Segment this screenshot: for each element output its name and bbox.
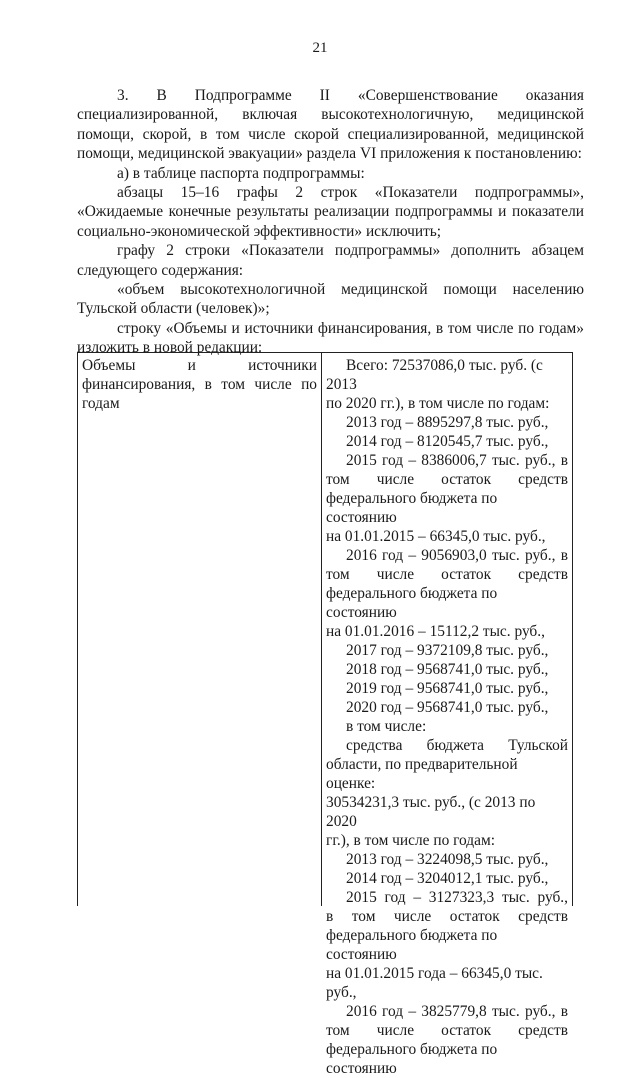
right-cell-line: 2014 год – 3204012,1 тыс. руб., bbox=[346, 870, 549, 887]
right-cell-line: 30534231,3 тыс. руб., (с 2013 по 2020 bbox=[326, 794, 536, 830]
right-cell-line: 2018 год – 9568741,0 тыс. руб., bbox=[346, 661, 549, 678]
right-cell-line: в том числе: bbox=[346, 718, 427, 735]
right-cell-line: 2020 год – 9568741,0 тыс. руб., bbox=[346, 699, 549, 716]
right-cell-line: том числе остаток средств bbox=[326, 1022, 568, 1039]
paragraph-4: графу 2 строки «Показатели подпрограммы» дополнить абзацем следующего содержания: bbox=[77, 242, 584, 279]
right-cell-line: 2013 год – 8895297,8 тыс. руб., bbox=[346, 414, 549, 431]
right-cell-line: федерального бюджета по состоянию bbox=[326, 1041, 498, 1077]
right-cell-line: в том числе остаток средств bbox=[326, 908, 568, 925]
right-cell-line: 2015 год – 3127323,3 тыс. руб., bbox=[346, 889, 568, 906]
paragraph-5: «объем высокотехнологичной медицинской помощи населению Тульской области (человек)»; bbox=[77, 281, 584, 318]
right-cell-line: 2013 год – 3224098,5 тыс. руб., bbox=[346, 851, 549, 868]
paragraph-3-rest: «Ожидаемые конечные результаты реализации подпрограммы и показатели социально-экономической эффективности» исключить; bbox=[77, 203, 584, 240]
right-cell-line: федерального бюджета по состоянию bbox=[326, 490, 498, 526]
right-cell-line: 2019 год – 9568741,0 тыс. руб., bbox=[346, 680, 549, 697]
financing-table bbox=[77, 352, 573, 1077]
right-cell-line: федерального бюджета по состоянию bbox=[326, 585, 498, 621]
page-number: 21 bbox=[312, 40, 328, 56]
table-right-cell bbox=[322, 353, 572, 1077]
right-cell-line: области, по предварительной оценке: bbox=[326, 756, 518, 792]
right-cell-line: 2016 год – 3825779,8 тыс. руб., в bbox=[346, 1003, 568, 1020]
paragraph-1-first-line: 3. В Подпрограмме II «Совершенствование оказания bbox=[117, 87, 584, 104]
table-left-cell bbox=[78, 353, 322, 906]
paragraph-6: строку «Объемы и источники финансирования, в том числе по годам» изложить в новой редакции: bbox=[77, 319, 584, 357]
right-cell-line: 2015 год – 8386006,7 тыс. руб., в bbox=[346, 452, 568, 469]
right-cell-line: на 01.01.2016 – 15112,2 тыс. руб., bbox=[326, 623, 545, 640]
left-cell-line: Объемы и источники bbox=[82, 357, 317, 374]
document-body bbox=[77, 86, 584, 358]
left-cell-line: годам bbox=[82, 395, 120, 412]
right-cell-line: 2014 год – 8120545,7 тыс. руб., bbox=[346, 433, 549, 450]
paragraph-3-first-line: абзацы 15–16 графы 2 строк «Показатели подпрограммы», bbox=[117, 184, 584, 202]
paragraph-2: а) в таблице паспорта подпрограммы: bbox=[117, 164, 365, 182]
right-cell-line: 2016 год – 9056903,0 тыс. руб., в bbox=[346, 547, 568, 564]
right-cell-line: на 01.01.2015 года – 66345,0 тыс. руб., bbox=[326, 965, 543, 1001]
right-cell-line: гг.), в том числе по годам: bbox=[326, 832, 495, 849]
left-cell-line: финансирования, в том числе по bbox=[82, 376, 317, 393]
right-cell-line: том числе остаток средств bbox=[326, 471, 568, 488]
paragraph-1-rest: специализированной, включая высокотехнологичную, медицинской помощи, скорой, в том числе скорой специализированной, медицинской помощи, медицинской эвакуации» раздела VI приложения к постановлению: bbox=[77, 106, 584, 163]
right-cell-line: том числе остаток средств bbox=[326, 566, 568, 583]
right-cell-line: на 01.01.2015 – 66345,0 тыс. руб., bbox=[326, 528, 546, 545]
right-cell-line: средства бюджета Тульской bbox=[346, 737, 568, 754]
right-cell-line: федерального бюджета по состоянию bbox=[326, 927, 498, 963]
right-cell-line: 2017 год – 9372109,8 тыс. руб., bbox=[346, 642, 549, 659]
right-cell-line: Всего: 72537086,0 тыс. руб. (с 2013 bbox=[326, 357, 543, 393]
right-cell-line: по 2020 гг.), в том числе по годам: bbox=[326, 395, 550, 412]
